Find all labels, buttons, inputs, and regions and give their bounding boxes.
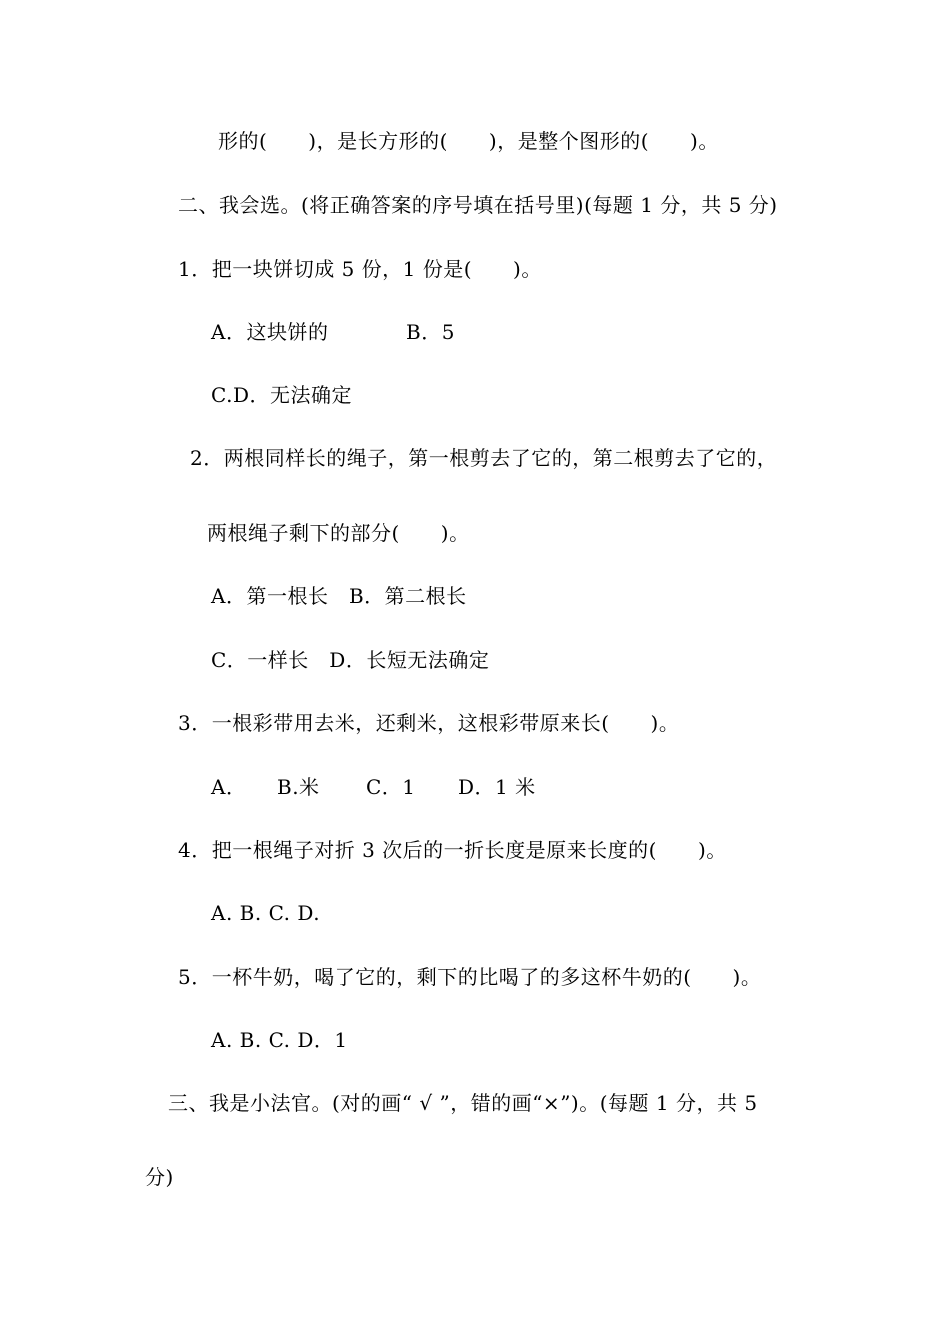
- question-2: 2．两根同样长的绳子，第一根剪去了它的，第二根剪去了它的，: [190, 446, 778, 470]
- section-2-heading: 二、我会选。(将正确答案的序号填在括号里)(每题 1 分，共 5 分): [178, 193, 778, 217]
- question-2-options-cd: C．一样长 D．长短无法确定: [211, 648, 490, 672]
- question-4-options: A. B. C. D.: [211, 901, 321, 925]
- question-4: 4．把一根绳子对折 3 次后的一折长度是原来长度的( )。: [178, 838, 727, 862]
- question-3-option-c: C．1: [366, 775, 416, 799]
- question-1: 1．把一块饼切成 5 份，1 份是( )。: [178, 257, 542, 281]
- question-3-option-b: B.米: [277, 775, 320, 799]
- section-3-heading-continuation: 分): [145, 1165, 174, 1189]
- section-3-heading: 三、我是小法官。(对的画“ √ ”，错的画“×”)。(每题 1 分，共 5: [168, 1091, 758, 1115]
- question-1-option-a: A．这块饼的: [211, 320, 329, 344]
- question-1-option-cd: C.D．无法确定: [211, 383, 352, 407]
- question-3-option-a: A．: [211, 775, 247, 799]
- fraction-question-continuation: 形的( )，是长方形的( )，是整个图形的( )。: [218, 129, 719, 153]
- question-3: 3．一根彩带用去米，还剩米，这根彩带原来长( )。: [178, 711, 680, 735]
- question-3-option-d: D．1 米: [458, 775, 536, 799]
- question-2-options-ab: A．第一根长 B．第二根长: [211, 584, 467, 608]
- question-5-options: A. B. C. D．1: [211, 1028, 348, 1052]
- question-1-option-b: B．5: [406, 320, 455, 344]
- question-5: 5．一杯牛奶，喝了它的，剩下的比喝了的多这杯牛奶的( )。: [178, 965, 762, 989]
- question-2-continuation: 两根绳子剩下的部分( )。: [207, 521, 470, 545]
